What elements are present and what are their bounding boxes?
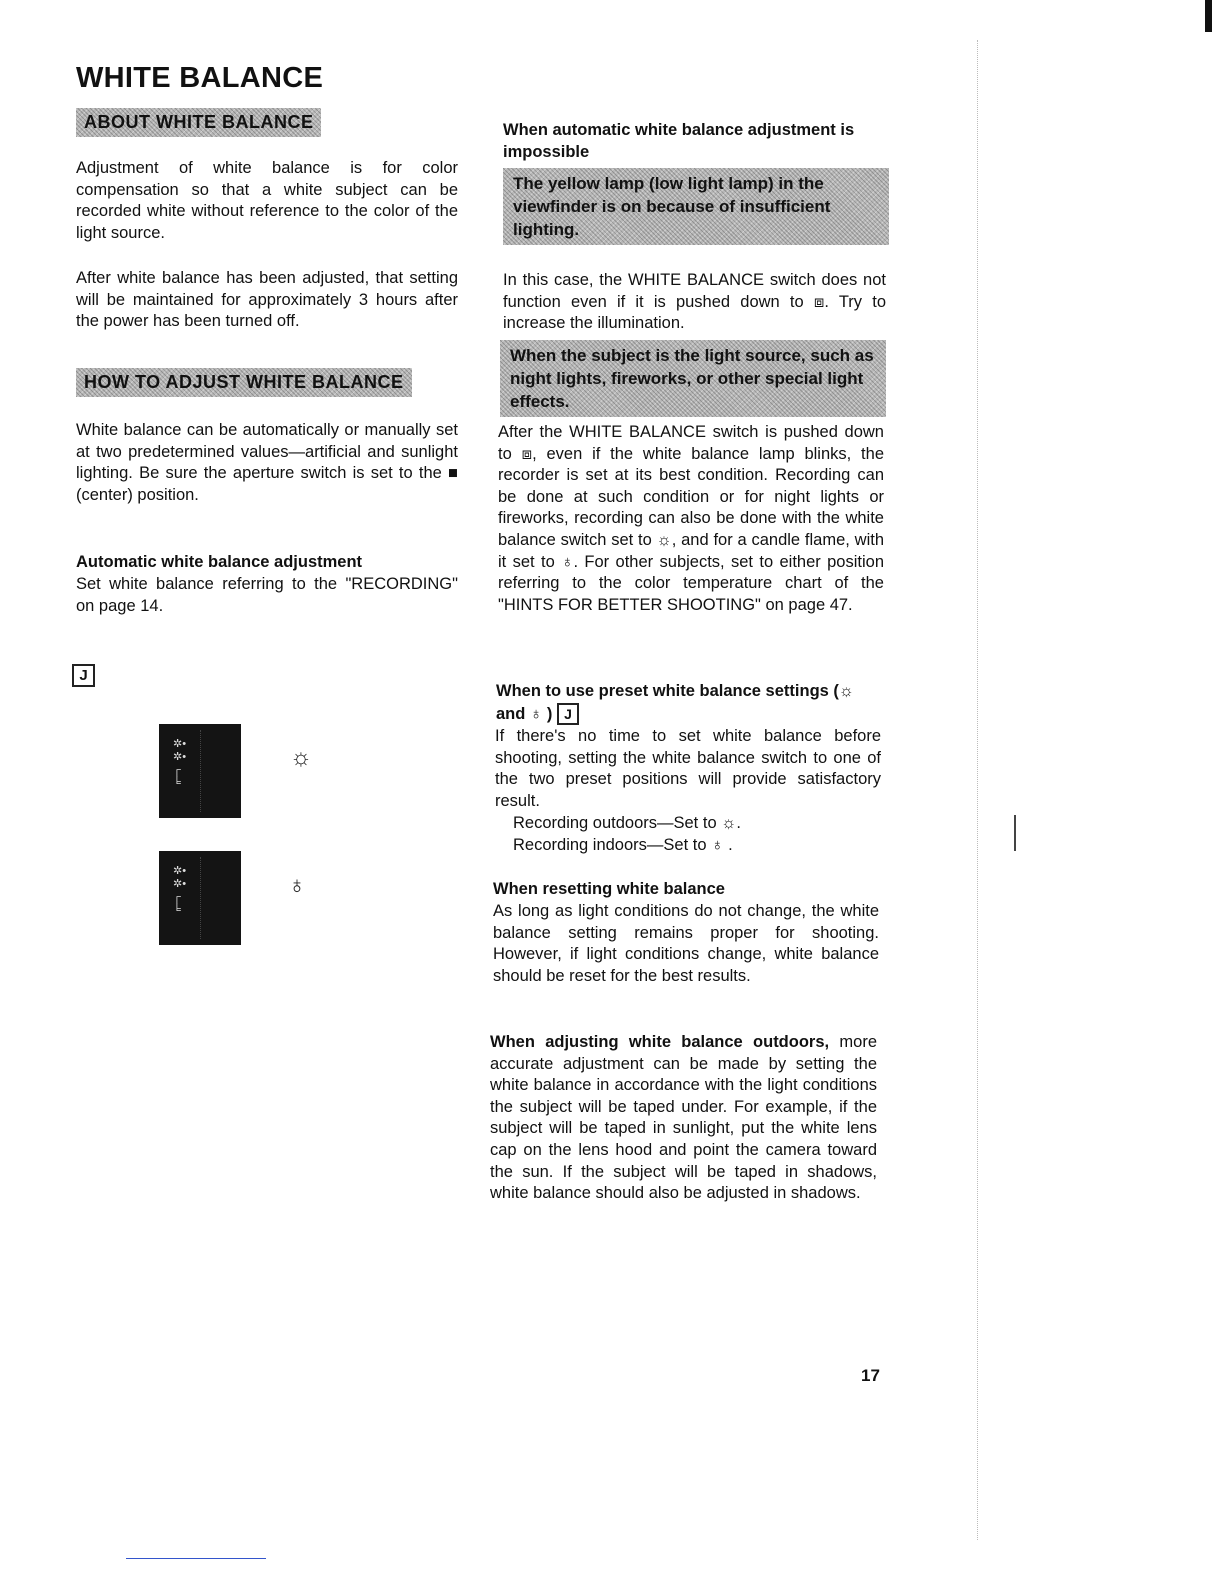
margin-guide-line (977, 40, 978, 1540)
preset-heading (496, 681, 884, 725)
outdoors-body: more accurate adjustment can be made by setting the white balance in accordance with the light conditions the subject will be taped under. For example, if the subject will be taped in sunlight, put the white lens cap on the lens hood and point the camera toward the sun. If the subject will be taped in shadows, white balance should also be adjusted in shadows. (490, 1033, 877, 1203)
impossible-heading-line-2: impossible (503, 142, 590, 161)
switch-panel-lamp (159, 851, 241, 945)
indoors-setting-line: Recording indoors—Set to ♁ . (513, 836, 733, 854)
sun-icon: ☼ (290, 744, 312, 771)
impossible-heading-line-1: When automatic white balance adjustment is (503, 121, 855, 139)
margin-tick (1014, 815, 1016, 851)
panel-stripe (200, 857, 235, 939)
auto-heading: Automatic white balance adjustment (76, 553, 363, 571)
switch-dial-icon: ✲• ✲• ┌ ╘ (173, 865, 187, 916)
resetting-paragraph: As long as light conditions do not change, the white balance setting remains proper for shooting. However, if light conditions change, white balance should be reset for the best results. (493, 902, 879, 985)
yellow-lamp-box (503, 168, 889, 245)
edge-mark (1205, 0, 1212, 32)
about-heading: ABOUT WHITE BALANCE (76, 108, 321, 137)
bottom-rule (126, 1558, 266, 1559)
subject-light-text: When the subject is the light source, such as night lights, fireworks, or other special light effects. (500, 340, 886, 417)
j-model-badge (72, 664, 95, 687)
preset-paragraph: If there's no time to set white balance before shooting, setting the white balance switch to one of the two preset positions will provide satisfactory result. (495, 727, 881, 810)
how-heading: HOW TO ADJUST WHITE BALANCE (76, 368, 412, 397)
in-this-case-paragraph: In this case, the WHITE BALANCE switch does not function even if it is pushed down to ⧈. Try to increase the illumination. (503, 271, 886, 333)
outdoors-paragraph (490, 1032, 877, 1205)
preset-j-label: J (557, 703, 579, 725)
preset-heading-line-2 (496, 703, 884, 726)
after-switch-paragraph: After the WHITE BALANCE switch is pushed down to ⧈, even if the white balance lamp blinks, the recorder is set at its best condition. Recording can be done at such condition or for night lights or fireworks, recording can also be done with the white balance switch set to ☼, and for a candle flame, with it set to ♁. For other subjects, set to either position referring to the color temperature chart of the "HINTS FOR BETTER SHOOTING" on page 47. (498, 423, 884, 614)
about-paragraph-1: Adjustment of white balance is for color compensation so that a white subject can be recorded white without reference to the color of the light source. (76, 159, 458, 242)
j-model-label: J (72, 664, 95, 687)
preset-heading-line-1: When to use preset white balance settings (☼ (496, 682, 855, 700)
how-paragraph: White balance can be automatically or manually set at two predetermined values—artificial and sunlight lighting. Be sure the aperture switch is set to the ■ (center) position. (76, 421, 458, 504)
switch-panel-sun (159, 724, 241, 818)
how-heading-box (76, 368, 412, 397)
about-heading-box (76, 108, 321, 137)
preset-heading-and: and ♁ ) (496, 704, 553, 723)
impossible-heading (503, 120, 889, 163)
subject-light-box (500, 340, 886, 417)
resetting-heading: When resetting white balance (493, 880, 725, 898)
auto-paragraph: Set white balance referring to the "RECORDING" on page 14. (76, 575, 458, 615)
about-paragraph-2: After white balance has been adjusted, that setting will be maintained for approximately 3 hours after the power has been turned off. (76, 269, 458, 331)
outdoors-setting-line: Recording outdoors—Set to ☼. (513, 814, 741, 832)
panel-stripe (200, 730, 235, 812)
lamp-icon: ♁ (288, 872, 306, 899)
page-title: WHITE BALANCE (76, 62, 324, 94)
yellow-lamp-text: The yellow lamp (low light lamp) in the viewfinder is on because of insufficient lighting. (503, 168, 889, 245)
switch-dial-icon: ✲• ✲• ┌ ╘ (173, 738, 187, 789)
outdoors-bold-lead: When adjusting white balance outdoors, (490, 1033, 830, 1051)
page-number: 17 (861, 1366, 880, 1385)
